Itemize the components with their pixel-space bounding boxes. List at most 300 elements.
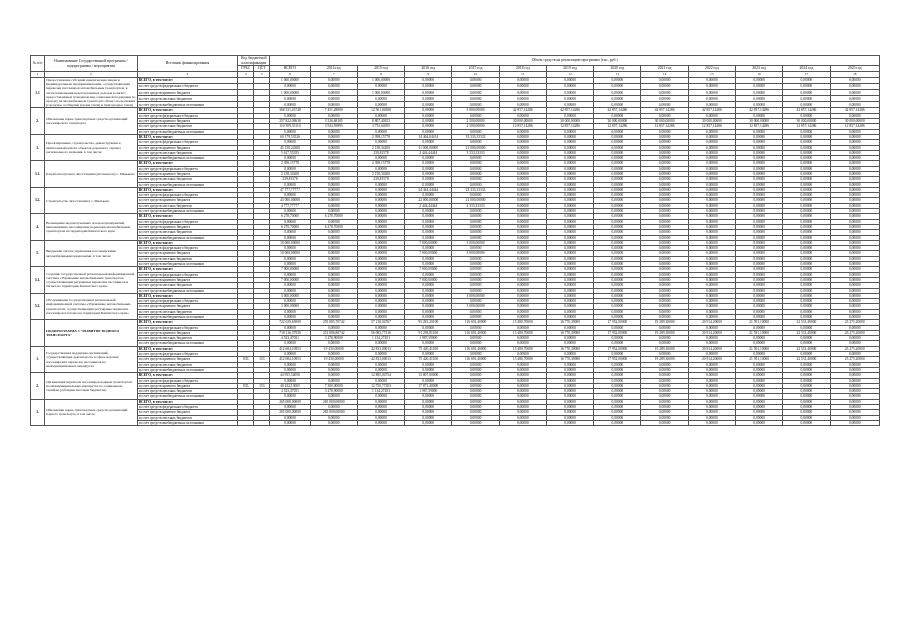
amount-year: 0,00000 [641,166,688,171]
amount-year: 0,00000 [830,304,879,309]
amount-year: 0,00000 [310,240,357,245]
amount-year: 0,00000 [736,309,783,314]
amount-year: 11 000,00000 [405,145,452,150]
funding-source: за счет средств местных бюджетов [137,362,238,367]
amount-total: 45 158,24380 [270,145,310,150]
amount-total: 2 398,15778 [270,161,310,166]
amount-year: 0,00000 [688,262,735,267]
amount-year: 0,00000 [452,309,499,314]
amount-year: 0,00000 [641,84,688,90]
financing-table-sheet [30,55,880,426]
amount-total: 239,81578 [270,177,310,182]
funding-source: ВСЕГО, в том числе: [137,373,238,378]
amount-year: 0,00000 [310,102,357,108]
amount-total: 6 278,70000 [270,224,310,229]
amount-year: 12 857,14286 [736,124,783,129]
amount-total: 0,00000 [270,362,310,367]
amount-year: 0,00000 [594,84,641,90]
amount-year: 0,00000 [830,84,879,90]
amount-year: 0,00000 [688,187,735,192]
amount-year: 0,00000 [594,373,641,378]
amount-year: 0,00000 [736,78,783,84]
amount-year: 0,00000 [546,203,593,208]
amount-year: 0,00000 [688,240,735,245]
amount-year: 0,00000 [594,336,641,341]
amount-year: 0,00000 [499,272,546,277]
amount-year: 0,00000 [783,399,830,404]
funding-source: ВСЕГО, в том числе: [137,240,238,245]
amount-year: 0,00000 [499,283,546,288]
funding-source: за счет средств местных бюджетов [137,336,238,341]
amount-year: 0,00000 [830,102,879,108]
amount-year: 0,00000 [499,405,546,410]
amount-year: 0,00000 [357,113,404,118]
amount-year: 0,00000 [310,193,357,198]
funding-source: за счет средств внебюджетных источников [137,262,238,267]
amount-year: 0,00000 [310,156,357,161]
amount-year: 0,00000 [405,405,452,410]
amount-year: 0,00000 [830,283,879,288]
column-index: 14 [641,72,688,78]
amount-year: 0,00000 [783,272,830,277]
program-name: ПОДПРОГРАММА 3 "РАЗВИТИЕ ВОДНОГО ТРАНСПОРТА" [45,320,138,346]
table-row [31,420,880,425]
funding-source: ВСЕГО, в том числе: [137,267,238,272]
funding-source: за счет средств местных бюджетов [137,96,238,102]
row-number: 1.1 [31,78,45,108]
amount-year: 0,00000 [830,214,879,219]
amount-year: 0,00000 [783,230,830,235]
amount-year: 0,00000 [736,90,783,96]
amount-year: 0,00000 [405,214,452,219]
amount-year: 0,00000 [405,230,452,235]
amount-year: 0,00000 [546,240,593,245]
amount-year: 0,00000 [688,246,735,251]
amount-year: 0,00000 [357,140,404,145]
amount-year: 93 281,20100 [405,320,452,325]
amount-year: 0,00000 [310,405,357,410]
amount-year: 0,00000 [357,362,404,367]
program-name: Обновление парка транспортных средств организаций водного транспорта, в том числе: [45,399,138,425]
amount-year: 265 000,00000 [310,410,357,415]
program-name: Обновление парка транспортных средств организаций пассажирского транспорта [45,108,138,134]
amount-year: 0,00000 [594,262,641,267]
amount-year: 0,00000 [452,193,499,198]
program-name: Строительство автостанции в с. Мильково [45,187,138,213]
amount-year: 0,00000 [357,415,404,420]
amount-year: 0,00000 [405,177,452,182]
amount-year: 0,00000 [452,96,499,102]
amount-year: 0,00000 [452,84,499,90]
amount-year: 0,00000 [736,161,783,166]
amount-year: 42 857,14286 [594,108,641,113]
amount-year: 0,00000 [688,420,735,425]
amount-year: 0,00000 [641,277,688,282]
row-number: 3. [31,399,45,425]
amount-year: 0,00000 [688,315,735,320]
amount-year: 0,00000 [830,373,879,378]
amount-year: 0,00000 [546,161,593,166]
amount-year: 17 871,40000 [405,383,452,388]
amount-year: 0,00000 [310,251,357,256]
amount-year: 21 591,10000 [736,346,783,351]
amount-year: 0,00000 [641,399,688,404]
amount-year: 0,00000 [546,415,593,420]
amount-year: 0,00000 [688,288,735,293]
amount-year: 0,00000 [688,405,735,410]
amount-year: 0,00000 [641,161,688,166]
amount-year: 0,00000 [499,336,546,341]
amount-year: 0,00000 [641,410,688,415]
amount-year: 0,00000 [546,420,593,425]
amount-year: 30 000,00000 [736,119,783,124]
amount-year: 0,00000 [688,230,735,235]
amount-year: 0,00000 [357,214,404,219]
amount-total: 0,00000 [270,394,310,399]
amount-year: 0,00000 [452,394,499,399]
amount-year: 3 000,00000 [452,240,499,245]
amount-year: 22 531,40000 [783,330,830,335]
amount-year: 0,00000 [357,102,404,108]
amount-year: 0,00000 [357,299,404,304]
amount-year: 0,00000 [830,246,879,251]
program-name: Создание государственной региональной информационной системы «Управление автомобильным транспортом, осуществляющим регулярные перевозки пассажиров и багажа на территории Камчатского края» [45,267,138,293]
amount-year: 0,00000 [641,140,688,145]
amount-total: 0,00000 [270,182,310,187]
program-name: Предоставление субсидий юридическим лицам и индивидуальным предпринимателям, осуществляющим перевозки пассажиров автомобильным транспортом, в части возмещения недополученных доходов в связи с предоставлением гражданам мер социальной поддержки по проезду на автомобильном транспорте общего пользования (городское сообщение (кроме такси) и пригородное такси) [46,78,136,108]
amount-year: 16 770,39000 [546,357,593,362]
amount-year: 0,00000 [499,113,546,118]
amount-year: 0,00000 [405,246,452,251]
amount-year: 0,00000 [310,267,357,272]
amount-year: 0,00000 [499,256,546,261]
cst-code: 153 [254,383,270,388]
amount-year: 0,00000 [783,240,830,245]
amount-year: 19 430,00000 [310,346,357,351]
amount-year: 0,00000 [357,246,404,251]
amount-year: 0,00000 [357,315,404,320]
funding-source: ВСЕГО, в том числе: [137,78,238,84]
amount-year: 0,00000 [736,315,783,320]
amount-year: 0,00000 [736,304,783,309]
amount-year: 0,00000 [736,224,783,229]
amount-year: 0,00000 [499,383,546,388]
amount-year: 0,00000 [783,182,830,187]
amount-year: 0,00000 [546,405,593,410]
amount-year: 0,00000 [783,187,830,192]
amount-year: 0,00000 [499,394,546,399]
row-number: 4. [31,214,45,240]
amount-total: 3 000,00000 [270,304,310,309]
amount-year: 12 857,14286 [783,124,830,129]
funding-source: ВСЕГО, в том числе: [137,187,238,192]
amount-year: 15 480,70000 [499,330,546,335]
amount-year: 2 158,34200 [357,145,404,150]
grbs-code: 833 [238,357,254,362]
amount-total: 718 116,37930 [270,330,310,335]
amount-year: 0,00000 [405,124,452,129]
amount-total: 0,00000 [270,96,310,102]
program-name: Внедрение систем управления пассажирскими автомобильными перевозками, в том числе: [45,240,138,266]
amount-year: 0,00000 [405,96,452,102]
amount-year: 0,00000 [736,341,783,346]
amount-year: 0,00000 [499,150,546,155]
amount-year: 0,00000 [452,102,499,108]
amount-year: 0,00000 [546,129,593,134]
amount-year: 0,00000 [310,161,357,166]
amount-year: 0,00000 [405,166,452,171]
column-index: 5 [254,72,270,78]
amount-year: 0,00000 [594,145,641,150]
amount-year: 0,00000 [830,78,879,84]
amount-year: 1 000,00000 [357,78,404,84]
funding-source: ВСЕГО, в том числе: [137,346,238,351]
amount-year: 0,00000 [641,315,688,320]
amount-year: 0,00000 [688,399,735,404]
amount-year: 0,00000 [310,367,357,372]
amount-total: 0,00000 [270,156,310,161]
amount-total: 722 639,65000 [270,320,310,325]
amount-year: 0,00000 [688,140,735,145]
amount-year: 0,00000 [546,246,593,251]
amount-year: 0,00000 [452,325,499,330]
amount-year: 0,00000 [688,272,735,277]
amount-year: 0,00000 [830,262,879,267]
amount-year: 0,00000 [546,235,593,240]
amount-year: 0,00000 [783,113,830,118]
amount-year: 42 857,14286 [688,108,735,113]
amount-year: 0,00000 [310,293,357,298]
amount-year: 0,00000 [405,209,452,214]
amount-year: 0,00000 [641,304,688,309]
amount-year: 0,00000 [830,352,879,357]
amount-total: 10 000,00000 [270,251,310,256]
amount-year: 42 833,00013 [357,346,404,351]
amount-year: 0,00000 [641,187,688,192]
amount-year: 0,00000 [830,145,879,150]
funding-source: за счет средств местных бюджетов [137,389,238,394]
amount-year: 0,00000 [641,209,688,214]
amount-year: 0,00000 [546,394,593,399]
amount-year: 57 218,04767 [357,320,404,325]
amount-total: 0,00000 [270,309,310,314]
amount-year: 0,00000 [546,214,593,219]
amount-year: 0,00000 [783,145,830,150]
amount-year: 0,00000 [736,203,783,208]
amount-year: 0,00000 [594,235,641,240]
amount-year: 0,00000 [405,235,452,240]
amount-year: 0,00000 [736,420,783,425]
amount-year: 0,00000 [688,171,735,176]
amount-year: 0,00000 [594,156,641,161]
amount-year: 0,00000 [452,362,499,367]
amount-year: 0,00000 [830,219,879,224]
amount-year: 3 526,68105 [310,119,357,124]
amount-year: 0,00000 [688,235,735,240]
amount-year: 0,00000 [546,262,593,267]
amount-year: 0,00000 [641,182,688,187]
amount-year: 0,00000 [499,134,546,139]
amount-total: 0,00000 [270,367,310,372]
amount-year: 0,00000 [783,193,830,198]
amount-year: 0,00000 [783,293,830,298]
column-index: 16 [736,72,783,78]
amount-year: 0,00000 [310,134,357,139]
funding-source: за счет средств внебюджетных источников [137,235,238,240]
amount-year: 0,00000 [546,299,593,304]
amount-year: 0,00000 [310,113,357,118]
header-year: 2017 год [452,66,499,72]
amount-year: 8 807,40453 [357,119,404,124]
amount-year: 0,00000 [546,102,593,108]
amount-year: 0,00000 [499,90,546,96]
amount-year: 0,00000 [357,219,404,224]
amount-year: 0,00000 [357,267,404,272]
amount-year: 0,00000 [405,341,452,346]
amount-year: 0,00000 [357,341,404,346]
amount-year: 0,00000 [499,352,546,357]
amount-year: 7 000,00000 [405,251,452,256]
amount-total: 0,00000 [270,193,310,198]
header-year: 2024 год [783,66,830,72]
amount-total: 412 684,10953 [270,346,310,351]
amount-year: 0,00000 [499,304,546,309]
funding-source: за счет средств краевого бюджета [137,224,238,229]
amount-year: 0,00000 [452,272,499,277]
funding-source: за счет средств краевого бюджета [137,90,238,96]
amount-year: 0,00000 [357,166,404,171]
amount-year: 0,00000 [688,214,735,219]
funding-source: за счет средств внебюджетных источников [137,156,238,161]
amount-year: 0,00000 [546,267,593,272]
amount-year: 12 857,14286 [546,124,593,129]
amount-year: 2 398,15778 [357,134,404,139]
amount-year: 0,00000 [641,177,688,182]
amount-total: 5 617,55355 [270,150,310,155]
amount-year: 0,00000 [783,267,830,272]
amount-year: 0,00000 [783,90,830,96]
amount-year: 21 000,00000 [452,198,499,203]
amount-year: 0,00000 [357,394,404,399]
amount-year: 0,00000 [688,203,735,208]
amount-year: 0,00000 [783,394,830,399]
amount-year: 0,00000 [546,150,593,155]
amount-year: 0,00000 [546,283,593,288]
amount-year: 0,00000 [783,415,830,420]
funding-source: за счет средств краевого бюджета [137,304,238,309]
amount-year: 0,00000 [830,203,879,208]
amount-year: 0,00000 [499,161,546,166]
amount-year: 0,00000 [783,277,830,282]
amount-year: 0,00000 [783,325,830,330]
amount-total: 0,00000 [270,341,310,346]
amount-year: 0,00000 [499,299,546,304]
amount-year: 0,00000 [357,405,404,410]
amount-year: 0,00000 [499,246,546,251]
amount-year: 0,00000 [546,78,593,84]
amount-year: 0,00000 [736,277,783,282]
amount-year: 0,00000 [783,410,830,415]
amount-year: 0,00000 [405,129,452,134]
amount-year: 0,00000 [830,96,879,102]
amount-year: 0,00000 [310,283,357,288]
amount-year: 19 430,00000 [310,357,357,362]
amount-year: 0,00000 [736,267,783,272]
amount-year: 0,00000 [452,219,499,224]
column-index: 4 [238,72,254,78]
amount-year: 0,00000 [830,193,879,198]
amount-year: 0,00000 [310,299,357,304]
header-year: 2014 год [310,66,357,72]
amount-year: 0,00000 [594,272,641,277]
funding-source: за счет средств федерального бюджета [137,272,238,277]
amount-year: 0,00000 [783,150,830,155]
amount-total: 0,00000 [270,299,310,304]
amount-year: 0,00000 [310,352,357,357]
amount-year: 0,00000 [594,113,641,118]
amount-year: 0,00000 [830,325,879,330]
amount-total: 0,00000 [270,415,310,420]
amount-year: 22 531,40000 [783,320,830,325]
amount-year: 0,00000 [499,145,546,150]
amount-year: 0,00000 [310,272,357,277]
row-number: 5. [31,240,45,266]
amount-year: 0,00000 [736,214,783,219]
amount-total: 7 000,00000 [270,267,310,272]
funding-source: за счет средств внебюджетных источников [137,367,238,372]
amount-year: 0,00000 [736,209,783,214]
amount-total: 1 000,00000 [270,78,310,84]
column-index: 15 [688,72,735,78]
row-number: 3.1. [31,161,45,187]
amount-year: 0,00000 [641,283,688,288]
amount-year: 0,00000 [830,399,879,404]
amount-year: 0,00000 [783,352,830,357]
row-number: 5.2. [31,293,45,319]
amount-year: 13 807,00000 [405,373,452,378]
amount-year: 0,00000 [688,325,735,330]
amount-year: 0,00000 [736,399,783,404]
amount-year: 0,00000 [452,214,499,219]
amount-year: 0,00000 [405,367,452,372]
column-index: 13 [594,72,641,78]
amount-year: 0,00000 [830,177,879,182]
amount-year: 0,00000 [499,129,546,134]
amount-year: 0,00000 [405,299,452,304]
funding-source: за счет средств федерального бюджета [137,378,238,383]
amount-year: 0,00000 [594,293,641,298]
amount-year: 0,00000 [641,262,688,267]
amount-year: 0,00000 [546,224,593,229]
amount-year: 0,00000 [499,140,546,145]
amount-year: 0,00000 [688,96,735,102]
amount-year: 0,00000 [499,315,546,320]
amount-year: 12 750,77303 [357,383,404,388]
amount-year: 116 691,40000 [452,346,499,351]
amount-year: 0,00000 [688,198,735,203]
amount-year: 0,00000 [783,256,830,261]
amount-total: 3 000,00000 [270,293,310,298]
funding-source: за счет средств краевого бюджета [137,145,238,150]
amount-year: 0,00000 [452,90,499,96]
amount-total: 0,00000 [270,235,310,240]
amount-year: 0,00000 [641,224,688,229]
amount-year: 0,00000 [594,187,641,192]
amount-total: 6 278,70000 [270,214,310,219]
amount-year: 0,00000 [499,325,546,330]
amount-year: 0,00000 [736,325,783,330]
amount-year: 0,00000 [357,230,404,235]
